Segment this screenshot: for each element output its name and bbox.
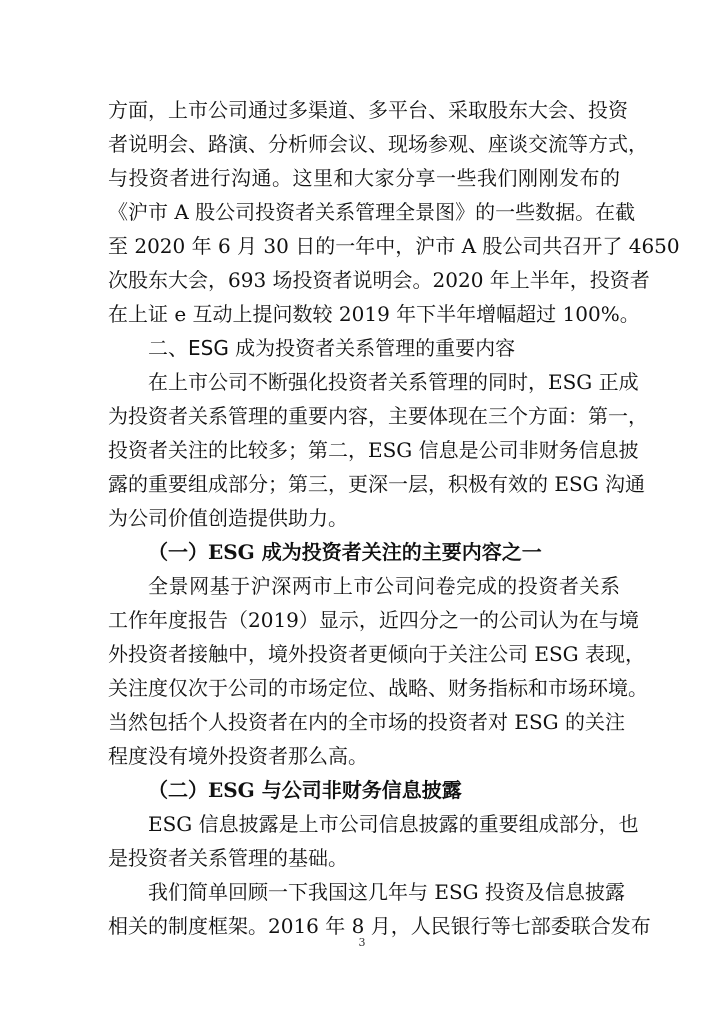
- subsection-heading: （一）ESG 成为投资者关注的主要内容之一: [148, 540, 542, 564]
- text-line: 关注度仅次于公司的市场定位、战略、财务指标和市场环境。: [108, 676, 648, 700]
- text-line: 当然包括个人投资者在内的全市场的投资者对 ESG 的关注: [108, 710, 625, 734]
- text-line: 与投资者进行沟通。这里和大家分享一些我们刚刚发布的: [108, 166, 620, 190]
- subsection-heading: （二）ESG 与公司非财务信息披露: [148, 778, 462, 802]
- text-line: 工作年度报告（2019）显示，近四分之一的公司认为在与境: [108, 608, 639, 632]
- paragraph-first-line: ESG 信息披露是上市公司信息披露的重要组成部分，也: [148, 812, 639, 836]
- text-line: 方面，上市公司通过多渠道、多平台、采取股东大会、投资: [108, 98, 628, 122]
- text-line: 相关的制度框架。2016 年 8 月，人民银行等七部委联合发布: [108, 914, 651, 938]
- text-line: 至 2020 年 6 月 30 日的一年中，沪市 A 股公司共召开了 4650: [108, 234, 680, 258]
- paragraph-last-line: 为公司价值创造提供助力。: [108, 506, 348, 530]
- text-line: 外投资者接触中，境外投资者更倾向于关注公司 ESG 表现，: [108, 642, 645, 666]
- body-text: [108, 93, 680, 943]
- text-line: 为投资者关系管理的重要内容，主要体现在三个方面：第一，: [108, 404, 648, 428]
- text-line: 露的重要组成部分；第三，更深一层，积极有效的 ESG 沟通: [108, 472, 645, 496]
- text-line: 投资者关注的比较多；第二，ESG 信息是公司非财务信息披: [108, 438, 639, 462]
- paragraph-first-line: 在上市公司不断强化投资者关系管理的同时，ESG 正成: [148, 370, 639, 394]
- text-line: 者说明会、路演、分析师会议、现场参观、座谈交流等方式，: [108, 132, 648, 156]
- paragraph-first-line: 我们简单回顾一下我国这几年与 ESG 投资及信息披露: [148, 880, 625, 904]
- section-heading: 二、ESG 成为投资者关系管理的重要内容: [148, 336, 516, 360]
- paragraph-last-line: 程度没有境外投资者那么高。: [108, 744, 368, 768]
- paragraph-last-line: 是投资者关系管理的基础。: [108, 846, 348, 870]
- page-number: 3: [358, 936, 366, 949]
- paragraph-last-line: 在上证 e 互动上提问数较 2019 年下半年增幅超过 100%。: [108, 302, 640, 326]
- text-line: 次股东大会，693 场投资者说明会。2020 年上半年，投资者: [108, 268, 650, 292]
- paragraph-first-line: 全景网基于沪深两市上市公司问卷完成的投资者关系: [148, 574, 620, 598]
- text-line: 《沪市 A 股公司投资者关系管理全景图》的一些数据。在截: [108, 200, 636, 224]
